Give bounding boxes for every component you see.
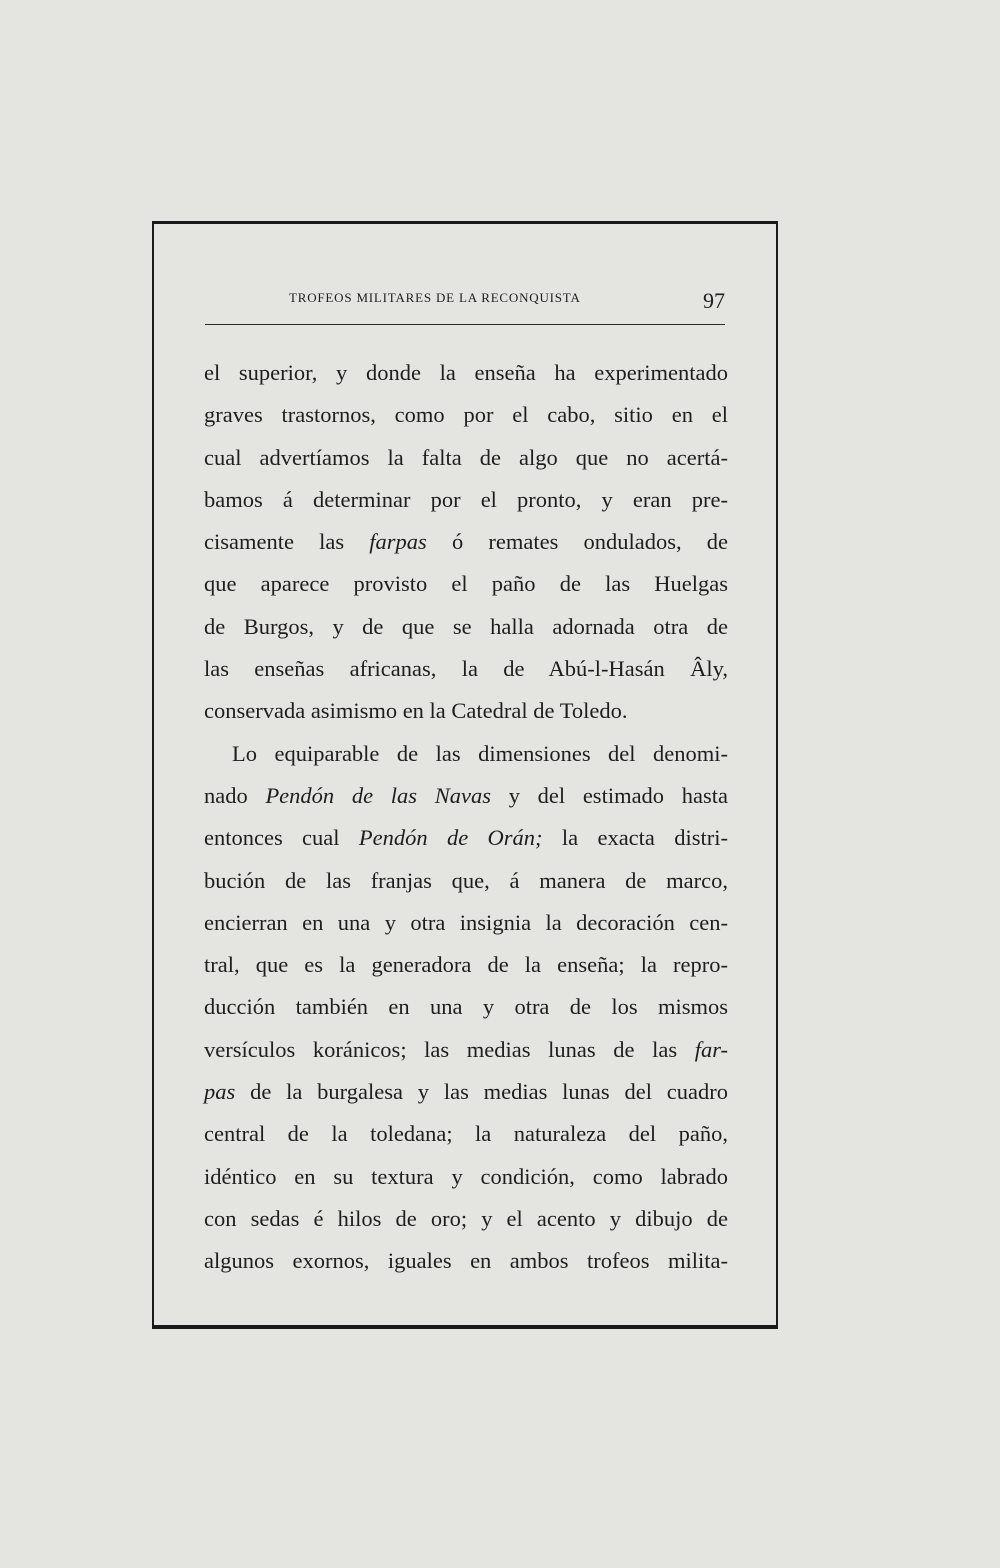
- text-line: [204, 902, 728, 944]
- text-segment: con sedas é hilos de oro; y el acento y dibujo de: [204, 1205, 728, 1231]
- text-segment: cual advertíamos la falta de algo que no acertá-: [204, 444, 728, 470]
- running-head: [205, 288, 725, 316]
- italic-text: farpas: [369, 529, 427, 555]
- text-segment: algunos exornos, iguales en ambos trofeos milita-: [204, 1248, 728, 1274]
- text-line: [204, 690, 728, 732]
- text-line: [204, 986, 728, 1028]
- text-line: [204, 1071, 728, 1113]
- italic-text: far-: [694, 1036, 728, 1062]
- text-segment: que aparece provisto el paño de las Huelgas: [204, 571, 728, 597]
- text-segment: bamos á determinar por el pronto, y eran pre-: [204, 486, 728, 512]
- text-segment: conservada asimismo en la Catedral de Toledo.: [204, 698, 628, 724]
- text-segment: el superior, y donde la enseña ha experimentado: [204, 360, 728, 385]
- text-segment: Lo equiparable de las dimensiones del denomi-: [232, 740, 728, 766]
- text-line: [204, 817, 728, 859]
- text-line: [204, 437, 728, 479]
- page-number: 97: [703, 288, 725, 313]
- text-segment: de Burgos, y de que se halla adornada otra de: [204, 613, 728, 639]
- text-line: [204, 733, 728, 775]
- text-segment: idéntico en su textura y condición, como labrado: [204, 1163, 728, 1189]
- text-line: [204, 606, 728, 648]
- text-line: [204, 1240, 728, 1282]
- text-segment: y del estimado hasta: [491, 782, 728, 808]
- text-line: [204, 944, 728, 986]
- text-segment: versículos koránicos; las medias lunas de las: [204, 1036, 695, 1062]
- text-segment: de la burgalesa y las medias lunas del cuadro: [235, 1079, 728, 1105]
- italic-text: Pendón de las Navas: [265, 782, 491, 808]
- text-line: [204, 521, 728, 563]
- text-line: [204, 1113, 728, 1155]
- body-text: [204, 352, 728, 1283]
- text-segment: ducción también en una y otra de los mismos: [204, 994, 728, 1020]
- text-segment: las enseñas africanas, la de Abú-l-Hasán Âly,: [204, 656, 728, 682]
- text-line: [204, 563, 728, 605]
- text-segment: bución de las franjas que, á manera de marco,: [204, 867, 728, 893]
- text-segment: tral, que es la generadora de la enseña; la repro-: [204, 952, 728, 978]
- running-title: TROFEOS MILITARES DE LA RECONQUISTA: [289, 290, 581, 305]
- text-line: [204, 648, 728, 690]
- text-segment: nado: [204, 782, 266, 808]
- text-line: [204, 860, 728, 902]
- text-line: [204, 1198, 728, 1240]
- text-line: [204, 1029, 728, 1071]
- italic-text: Pendón de Orán;: [358, 825, 543, 851]
- text-segment: entonces cual: [204, 825, 359, 851]
- text-segment: encierran en una y otra insignia la decoración cen-: [204, 909, 728, 935]
- text-segment: cisamente las: [204, 529, 370, 555]
- text-line: [204, 394, 728, 436]
- text-segment: la exacta distri-: [542, 825, 728, 851]
- italic-text: pas: [204, 1079, 236, 1105]
- header-rule: [205, 324, 725, 325]
- text-line: [204, 479, 728, 521]
- text-segment: central de la toledana; la naturaleza del paño,: [204, 1121, 728, 1147]
- text-line: [204, 352, 728, 394]
- text-segment: ó remates ondulados, de: [426, 529, 728, 555]
- text-line: [204, 1156, 728, 1198]
- text-line: [204, 775, 728, 817]
- text-segment: graves trastornos, como por el cabo, sitio en el: [204, 402, 728, 428]
